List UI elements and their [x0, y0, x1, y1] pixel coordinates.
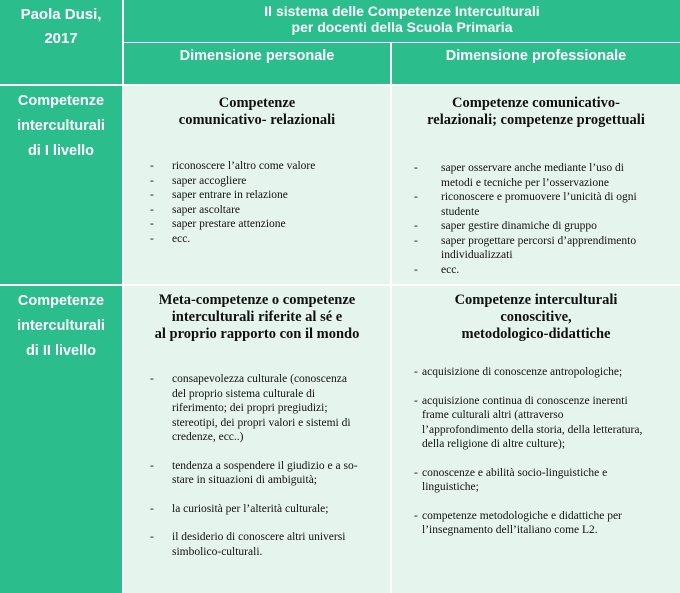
- cell-title: [392, 95, 680, 129]
- cell-level1-personal: [124, 86, 390, 284]
- row-label-line: interculturali: [17, 118, 105, 134]
- bullet-list: [414, 161, 674, 277]
- cell-title: [124, 292, 390, 343]
- list-item: - acquisizione continua di conoscenze inerenti frame culturali altri (attraverso l’approfondimento della storia, della letteratura, della religione di altre culture);: [414, 394, 643, 450]
- row-label-line: di II livello: [25, 343, 97, 359]
- cell-title-line: metodologico-didattiche: [461, 326, 611, 342]
- list-item: - saper prestare attenzione: [150, 218, 286, 230]
- cell-title-line: al proprio rapporto con il mondo: [154, 326, 360, 342]
- author-cell: [0, 0, 122, 84]
- author-year: 2017: [44, 30, 78, 47]
- list-item: - competenze metodologiche e didattiche per l’insegnamento dell’italiano come L2.: [414, 509, 622, 536]
- cell-title-line: Competenze interculturali: [454, 292, 618, 308]
- cell-title: [392, 292, 680, 343]
- list-item: - saper progettare percorsi d’apprendimento individualizzati: [414, 234, 637, 261]
- list-item: - riconoscere e promuovere l’unicità di ogni studente: [414, 191, 637, 218]
- list-item: - tendenza a sospendere il giudizio e a so- stare in situazioni di ambiguità;: [150, 459, 358, 486]
- cell-title-line: Competenze comunicativo-: [452, 95, 620, 111]
- bullet-list: [150, 372, 386, 559]
- cell-title-line: comunicativo- relazionali: [178, 112, 336, 128]
- list-item: - saper accogliere: [150, 174, 247, 187]
- bullet-list: [150, 159, 380, 246]
- table-title-line1: Il sistema delle Competenze Interculturali: [264, 3, 540, 19]
- bullet-list: [414, 365, 676, 538]
- cell-title-line: interculturali riferite al sé e: [171, 309, 343, 325]
- list-item: - ecc.: [150, 232, 191, 245]
- list-item: - saper gestire dinamiche di gruppo: [414, 220, 597, 232]
- column-header-personal: Dimensione personale: [124, 43, 390, 84]
- cell-level2-personal: [124, 286, 390, 593]
- cell-title-line: conoscitive,: [500, 309, 572, 325]
- cell-level2-professional: [392, 286, 680, 593]
- list-item: - la curiosità per l’alterità culturale;: [150, 502, 329, 515]
- list-item: - riconoscere l’altro come valore: [150, 160, 316, 172]
- list-item: - consapevolezza culturale (conoscenza del proprio sistema culturale di riferimento; dei propri pregiudizi; stereotipi, dei propri valori e sistemi di credenze, ecc..): [150, 373, 351, 443]
- author-name: Paola Dusi,: [20, 6, 102, 23]
- column-header-professional: Dimensione professionale: [392, 43, 680, 84]
- list-item: - saper osservare anche mediante l’uso di metodi e tecniche per l’osservazione: [414, 162, 624, 189]
- list-item: - conoscenze e abilità socio-linguistiche e linguistiche;: [414, 466, 608, 493]
- row-label-level-2: [0, 286, 122, 593]
- row-label-line: Competenze: [17, 293, 105, 309]
- row-label-line: Competenze: [17, 93, 105, 109]
- list-item: - il desiderio di conoscere altri universi simbolico-culturali.: [150, 531, 346, 558]
- row-label-line: interculturali: [17, 318, 105, 334]
- list-item: - acquisizione di conoscenze antropologiche;: [414, 366, 623, 378]
- row-label-line: di I livello: [27, 143, 95, 159]
- list-item: - saper entrare in relazione: [150, 189, 288, 201]
- cell-title-line: Competenze: [218, 95, 296, 111]
- cell-title-line: Meta-competenze o competenze: [158, 292, 356, 308]
- table-title: [124, 0, 680, 42]
- list-item: - saper ascoltare: [150, 203, 241, 216]
- cell-title: [124, 95, 390, 129]
- cell-level1-professional: [392, 86, 680, 284]
- list-item: - ecc.: [414, 263, 460, 276]
- row-label-level-1: [0, 86, 122, 284]
- cell-title-line: relazionali; competenze progettuali: [427, 112, 645, 128]
- table-title-line2: per docenti della Scuola Primaria: [291, 19, 513, 35]
